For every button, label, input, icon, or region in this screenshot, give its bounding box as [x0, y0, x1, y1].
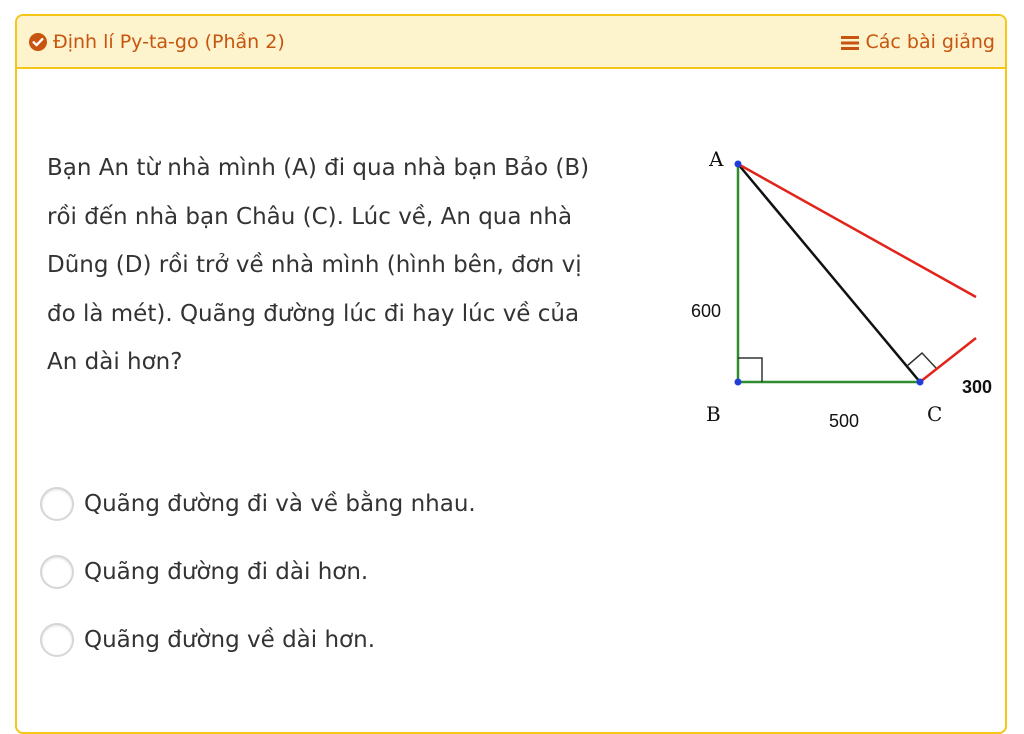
- question-line: đo là mét). Quãng đường lúc đi hay lúc về của: [47, 300, 580, 327]
- lesson-title: [29, 31, 285, 53]
- radio-button[interactable]: [40, 487, 74, 521]
- geometry-figure: [691, 130, 1011, 450]
- right-angle-b: [738, 358, 762, 382]
- point-b-dot: [735, 379, 742, 386]
- label-500: 500: [829, 411, 860, 431]
- question-line: Bạn An từ nhà mình (A) đi qua nhà bạn Bảo (B): [47, 155, 590, 181]
- radio-button[interactable]: [40, 555, 74, 589]
- option-equal[interactable]: [40, 470, 476, 538]
- option-label: Quãng đường đi dài hơn.: [84, 559, 369, 585]
- lesson-card: [15, 14, 1007, 734]
- label-c: C: [927, 402, 943, 426]
- question-line: Dũng (D) rồi trở về nhà mình (hình bên, đơn vị: [47, 252, 582, 278]
- option-return-longer[interactable]: [40, 606, 476, 674]
- check-circle-icon: [29, 33, 47, 51]
- option-going-longer[interactable]: [40, 538, 476, 606]
- answer-options: [40, 470, 476, 674]
- label-a: A: [709, 147, 724, 171]
- radio-button[interactable]: [40, 623, 74, 657]
- lessons-link-label: Các bài giảng: [865, 31, 995, 53]
- card-header: [17, 16, 1005, 69]
- option-label: Quãng đường về dài hơn.: [84, 627, 376, 653]
- lessons-link[interactable]: [841, 31, 995, 53]
- question-line: An dài hơn?: [47, 349, 183, 375]
- question-text: [47, 144, 647, 387]
- label-300: 300: [962, 377, 993, 397]
- label-b: B: [706, 402, 721, 426]
- segment-ad: [738, 164, 976, 297]
- option-label: Quãng đường đi và về bằng nhau.: [84, 491, 476, 517]
- segment-ac: [738, 164, 920, 382]
- question-line: rồi đến nhà bạn Châu (C). Lúc về, An qua nhà: [47, 203, 573, 230]
- point-a-dot: [735, 161, 742, 168]
- lesson-title-text: Định lí Py-ta-go (Phần 2): [53, 31, 285, 53]
- right-angle-c: [907, 353, 936, 368]
- menu-icon: [841, 34, 859, 50]
- label-600: 600: [691, 301, 722, 321]
- point-c-dot: [917, 379, 924, 386]
